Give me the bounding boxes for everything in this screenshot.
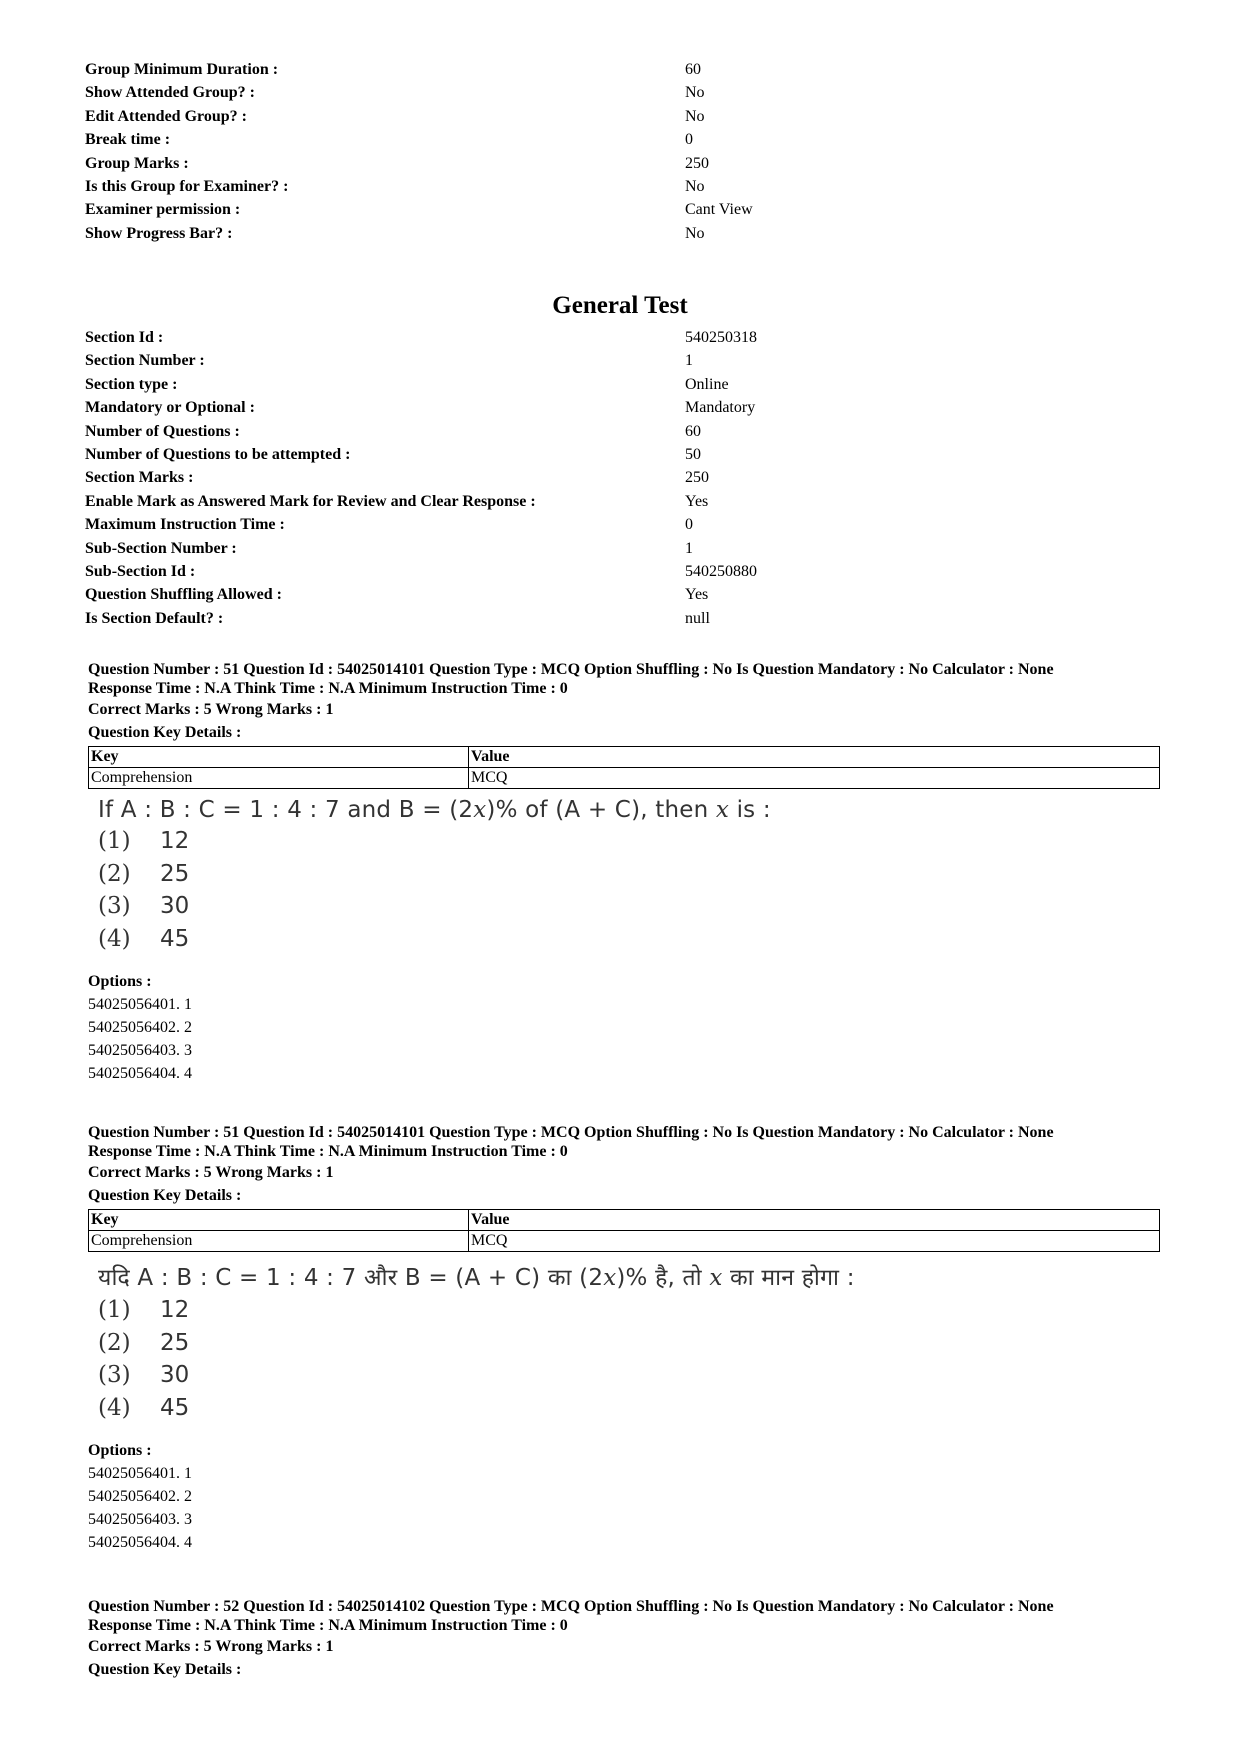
question-key-heading: Question Key Details : — [88, 724, 242, 741]
info-label: Show Attended Group? : — [85, 84, 255, 102]
info-row — [85, 349, 1165, 372]
info-row — [85, 128, 1165, 151]
info-row — [85, 513, 1165, 536]
info-label: Sub-Section Number : — [85, 539, 237, 557]
question-meta-line: Question Number : 51 Question Id : 54025014101 Question Type : MCQ Option Shuffling : No Is Question Mandatory : No Calculator : None — [88, 661, 1054, 678]
choice-text: 45 — [160, 1394, 190, 1421]
stem-text: यदि A : B : C = 1 : 4 : 7 और B = (A + C) का (2 — [98, 1265, 604, 1291]
choice-number: (3) — [98, 1362, 131, 1388]
table-cell: MCQ — [469, 768, 1160, 789]
question-meta-line: Question Number : 51 Question Id : 54025014101 Question Type : MCQ Option Shuffling : No Is Question Mandatory : No Calculator : None — [88, 1124, 1054, 1141]
info-value: 0 — [685, 516, 693, 534]
info-value: Yes — [685, 492, 709, 510]
info-value: Online — [685, 375, 729, 393]
answer-choice — [98, 1294, 1168, 1327]
info-value: Mandatory — [685, 399, 756, 417]
info-label: Break time : — [85, 131, 171, 149]
question-meta-line: Response Time : N.A Think Time : N.A Minimum Instruction Time : 0 — [88, 1616, 568, 1634]
info-label: Number of Questions to be attempted : — [85, 445, 351, 463]
info-label: Enable Mark as Answered Mark for Review and Clear Response : — [85, 492, 536, 510]
stem-text: )% है, तो — [616, 1265, 710, 1291]
info-row — [85, 396, 1165, 419]
info-label: Examiner permission : — [85, 201, 241, 219]
info-label: Section Id : — [85, 329, 164, 346]
question-block — [88, 1598, 1168, 1681]
choice-number: (1) — [98, 828, 131, 854]
choice-number: (4) — [98, 925, 131, 952]
info-label: Is Section Default? : — [85, 609, 224, 627]
answer-choice — [98, 858, 1168, 891]
info-label: Section type : — [85, 375, 178, 393]
table-row — [89, 768, 1160, 789]
info-row — [85, 175, 1165, 198]
info-row — [85, 81, 1165, 104]
answer-choices — [98, 1294, 1168, 1424]
question-key-table — [88, 1209, 1160, 1252]
answer-choice — [98, 1392, 1168, 1425]
info-value: Cant View — [685, 201, 753, 219]
info-value: 250 — [685, 469, 709, 487]
option-item: 54025056404. 4 — [88, 1534, 192, 1551]
info-label: Question Shuffling Allowed : — [85, 586, 282, 604]
section-info — [85, 326, 1165, 630]
info-row — [85, 198, 1165, 221]
stem-text: का मान होगा : — [722, 1265, 855, 1291]
option-item: 54025056404. 4 — [88, 1065, 192, 1082]
answer-choice — [98, 1327, 1168, 1360]
info-row — [85, 537, 1165, 560]
info-label: Edit Attended Group? : — [85, 107, 247, 125]
info-label: Section Marks : — [85, 469, 194, 487]
answer-choice — [98, 825, 1168, 858]
choice-number: (4) — [98, 1394, 131, 1421]
info-row — [85, 58, 1165, 81]
info-row — [85, 326, 1165, 349]
table-cell: MCQ — [469, 1231, 1160, 1252]
info-row — [85, 560, 1165, 583]
stem-text: If A : B : C = 1 : 4 : 7 and B = (2 — [98, 797, 474, 823]
answer-choice — [98, 1359, 1168, 1392]
info-value: 250 — [685, 154, 709, 172]
info-row — [85, 443, 1165, 466]
info-row — [85, 105, 1165, 128]
table-header-row — [89, 747, 1160, 768]
question-block — [88, 661, 1168, 1085]
stem-text: )% of (A + C), then — [486, 797, 716, 823]
table-header-cell: Key — [89, 1210, 469, 1231]
stem-variable: x — [709, 1265, 723, 1291]
info-label: Sub-Section Id : — [85, 562, 196, 580]
info-value: 1 — [685, 352, 693, 370]
question-meta-line: Response Time : N.A Think Time : N.A Minimum Instruction Time : 0 — [88, 1142, 568, 1160]
option-item: 54025056401. 1 — [88, 1465, 192, 1482]
info-value: No — [685, 177, 705, 195]
info-value: 60 — [685, 61, 701, 78]
choice-number: (3) — [98, 893, 131, 919]
table-cell: Comprehension — [89, 768, 469, 789]
option-item: 54025056402. 2 — [88, 1488, 192, 1505]
question-meta — [88, 1598, 1168, 1635]
question-marks: Correct Marks : 5 Wrong Marks : 1 — [88, 1638, 334, 1655]
table-header-cell: Value — [469, 1210, 1160, 1231]
option-item: 54025056401. 1 — [88, 996, 192, 1013]
info-value: Yes — [685, 586, 709, 604]
info-value: 60 — [685, 422, 701, 440]
info-row — [85, 373, 1165, 396]
info-value: 540250880 — [685, 562, 757, 580]
info-value: 50 — [685, 445, 701, 463]
choice-text: 12 — [160, 1297, 190, 1323]
question-key-heading: Question Key Details : — [88, 1187, 242, 1204]
info-row — [85, 466, 1165, 489]
question-marks: Correct Marks : 5 Wrong Marks : 1 — [88, 1164, 334, 1181]
question-meta-line: Response Time : N.A Think Time : N.A Minimum Instruction Time : 0 — [88, 679, 568, 697]
info-value: No — [685, 224, 705, 242]
info-label: Mandatory or Optional : — [85, 399, 255, 417]
group-info — [85, 58, 1165, 245]
answer-choice — [98, 890, 1168, 923]
stem-text: is : — [729, 797, 771, 823]
choice-number: (1) — [98, 1297, 131, 1323]
stem-variable: x — [603, 1265, 617, 1291]
choice-text: 12 — [160, 828, 190, 854]
info-value: 1 — [685, 539, 693, 557]
options-heading: Options : — [88, 1442, 152, 1459]
table-header-cell: Key — [89, 747, 469, 768]
option-item: 54025056403. 3 — [88, 1042, 192, 1059]
info-value: 0 — [685, 131, 693, 149]
choice-number: (2) — [98, 860, 131, 887]
table-cell: Comprehension — [89, 1231, 469, 1252]
info-label: Show Progress Bar? : — [85, 224, 233, 242]
option-item: 54025056403. 3 — [88, 1511, 192, 1528]
answer-choices — [98, 825, 1168, 955]
question-meta — [88, 1124, 1168, 1161]
info-label: Group Minimum Duration : — [85, 61, 279, 78]
choice-number: (2) — [98, 1329, 131, 1356]
question-key-heading: Question Key Details : — [88, 1661, 242, 1678]
info-value: No — [685, 84, 705, 102]
info-row — [85, 152, 1165, 175]
option-item: 54025056402. 2 — [88, 1019, 192, 1036]
question-stem — [98, 1260, 1168, 1292]
info-value: null — [685, 609, 710, 627]
choice-text: 30 — [160, 1362, 190, 1388]
choice-text: 25 — [160, 860, 190, 887]
info-value: No — [685, 107, 705, 125]
answer-choice — [98, 923, 1168, 956]
section-title: General Test — [552, 292, 688, 319]
stem-variable: x — [715, 797, 730, 823]
info-row — [85, 607, 1165, 630]
info-label: Number of Questions : — [85, 422, 240, 440]
stem-variable: x — [473, 797, 487, 823]
info-label: Section Number : — [85, 352, 205, 370]
table-header-cell: Value — [469, 747, 1160, 768]
choice-text: 30 — [160, 893, 190, 919]
info-value: 540250318 — [685, 329, 757, 346]
info-row — [85, 490, 1165, 513]
info-label: Is this Group for Examiner? : — [85, 177, 289, 195]
info-row — [85, 583, 1165, 606]
table-row — [89, 1231, 1160, 1252]
question-block — [88, 1124, 1168, 1554]
choice-text: 45 — [160, 925, 190, 952]
question-meta — [88, 661, 1168, 698]
question-marks: Correct Marks : 5 Wrong Marks : 1 — [88, 701, 334, 718]
question-stem — [98, 797, 1168, 823]
question-key-table — [88, 746, 1160, 789]
options-heading: Options : — [88, 973, 152, 990]
table-header-row — [89, 1210, 1160, 1231]
info-label: Group Marks : — [85, 154, 189, 172]
choice-text: 25 — [160, 1329, 190, 1356]
question-meta-line: Question Number : 52 Question Id : 54025014102 Question Type : MCQ Option Shuffling : No Is Question Mandatory : No Calculator : None — [88, 1598, 1054, 1615]
info-row — [85, 222, 1165, 245]
info-row — [85, 420, 1165, 443]
info-label: Maximum Instruction Time : — [85, 516, 285, 534]
